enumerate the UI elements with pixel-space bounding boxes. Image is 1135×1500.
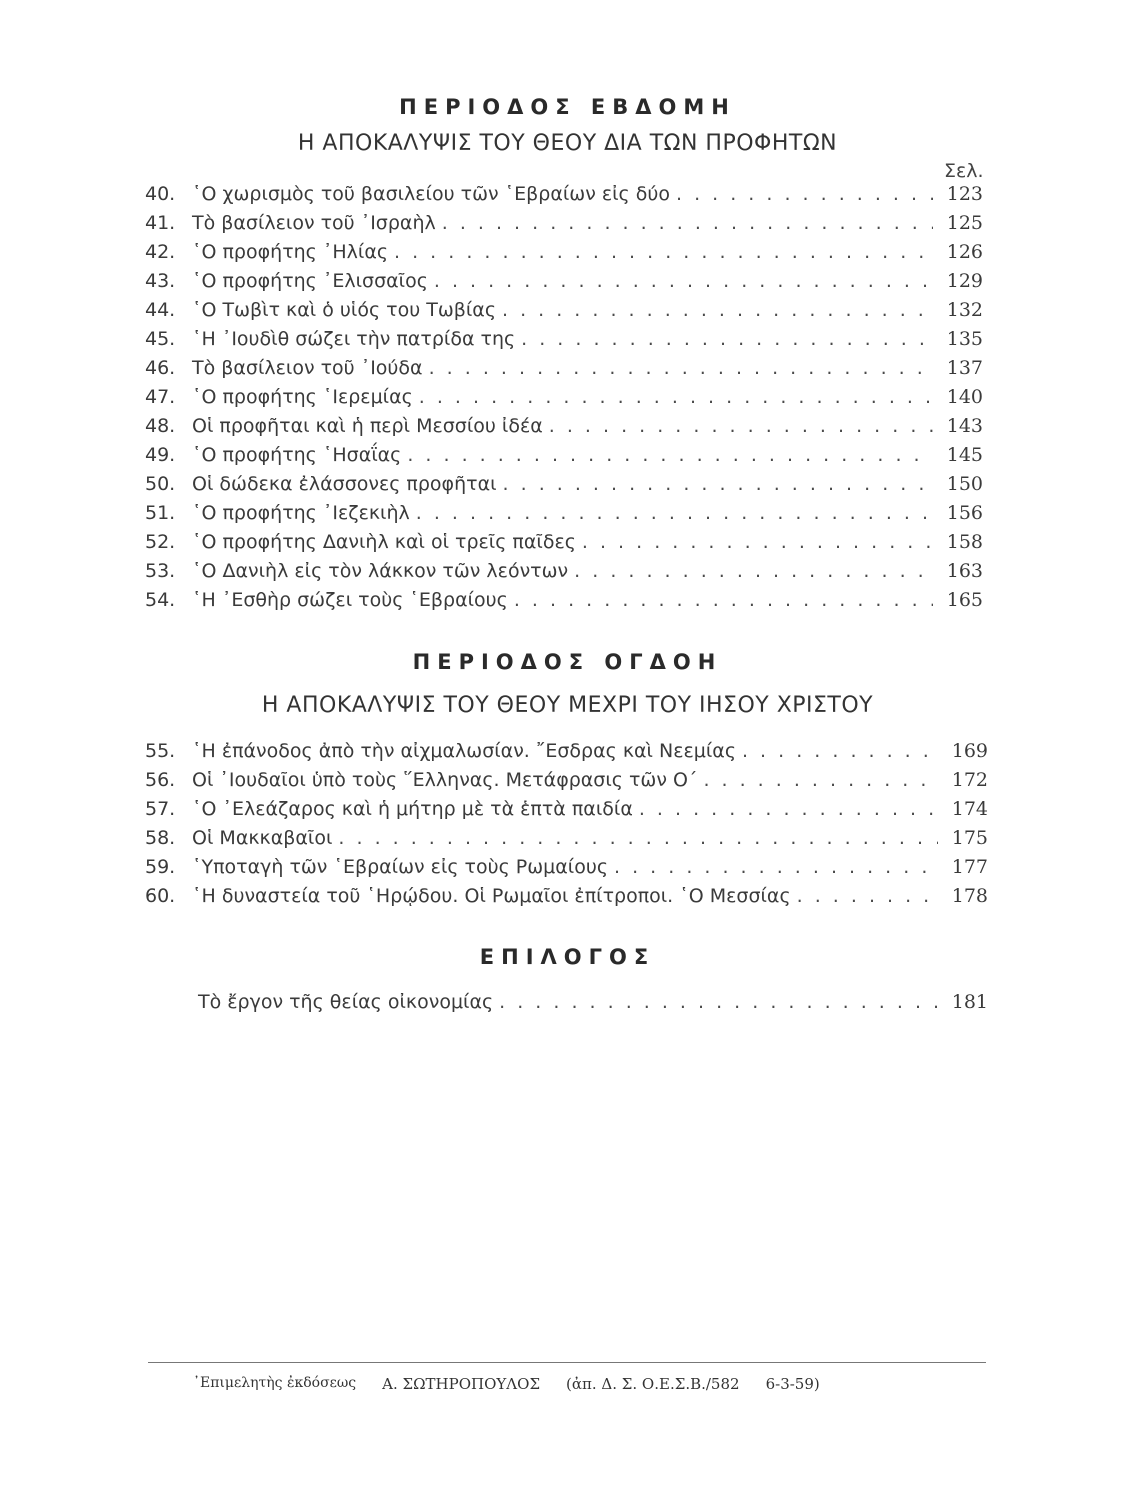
section8-subheading: Η ΑΠΟΚΑΛΥΨΙΣ ΤΟΥ ΘΕΟΥ ΜΕΧΡΙ ΤΟΥ ΙΗΣΟΥ ΧΡΙΣΤΟΥ (261, 693, 874, 718)
epilogue-heading: ΕΠΙΛΟΓΟΣ (479, 945, 656, 969)
toc-entry: 57. ῾Ο ᾿Ελεάζαρος καὶ ἡ μήτηρ μὲ τὰ ἑπτὰ παιδία . . . 174 (145, 795, 988, 824)
toc-entry: 43. ῾Ο προφήτης ᾿Ελισσαῖος . . . 129 (145, 267, 983, 296)
editor-name: Α. ΣΩΤΗΡΟΠΟΥΛΟΣ (382, 1375, 541, 1393)
section7-entries (145, 180, 983, 615)
toc-entry: Τὸ ἔργον τῆς θείας οἰκονομίας . . . 181 (198, 988, 988, 1017)
section8-heading: ΠΕΡΙΟΔΟΣ ΟΓΔΟΗ (412, 650, 723, 674)
editor-label: ᾿Επιμελητὴς ἐκδόσεως (193, 1375, 357, 1391)
toc-entry: 59. ῾Υποταγὴ τῶν ῾Εβραίων εἰς τοὺς Ρωμαίους . . . 177 (145, 853, 988, 882)
toc-entry: 55. ῾Η ἐπάνοδος ἀπὸ τὴν αἰχμαλωσίαν. ῎Εσδρας καὶ Νεεμίας . . . 169 (145, 737, 988, 766)
toc-entry: 49. ῾Ο προφήτης ῾Ησαΐας . . . 145 (145, 441, 983, 470)
section7-heading: ΠΕΡΙΟΔΟΣ ΕΒΔΟΜΗ (399, 95, 736, 119)
toc-entry: 50. Οἱ δώδεκα ἐλάσσονες προφῆται . . . 150 (145, 470, 983, 499)
page-column-label: Σελ. (944, 160, 984, 182)
toc-entry: 46. Τὸ βασίλειον τοῦ ᾿Ιούδα . . . 137 (145, 354, 983, 383)
section7-subheading: Η ΑΠΟΚΑΛΥΨΙΣ ΤΟΥ ΘΕΟΥ ΔΙΑ ΤΩΝ ΠΡΟΦΗΤΩΝ (297, 131, 838, 156)
toc-entry: 42. ῾Ο προφήτης ᾿Ηλίας . . . 126 (145, 238, 983, 267)
toc-entry: 54. ῾Η ᾿Εσθὴρ σώζει τοὺς ῾Εβραίους . . . 165 (145, 586, 983, 615)
section8-entries (145, 737, 988, 911)
toc-entry: 58. Οἱ Μακκαβαῖοι . . . 175 (145, 824, 988, 853)
toc-entry: 47. ῾Ο προφήτης ῾Ιερεμίας . . . 140 (145, 383, 983, 412)
toc-entry: 48. Οἱ προφῆται καὶ ἡ περὶ Μεσσίου ἰδέα . . . 143 (145, 412, 983, 441)
toc-entry: 52. ῾Ο προφήτης Δανιὴλ καὶ οἱ τρεῖς παῖδες . . . 158 (145, 528, 983, 557)
approval-ref: (ἀπ. Δ. Σ. Ο.Ε.Σ.Β./582 (566, 1375, 740, 1393)
toc-entry: 60. ῾Η δυναστεία τοῦ ῾Ηρῴδου. Οἱ Ρωμαῖοι ἐπίτροποι. ῾Ο Μεσσίας . . . 178 (145, 882, 988, 911)
toc-entry: 40. ῾Ο χωρισμὸς τοῦ βασιλείου τῶν ῾Εβραίων εἰς δύο . . . 123 (145, 180, 983, 209)
toc-entry: 51. ῾Ο προφήτης ᾿Ιεζεκιὴλ . . . 156 (145, 499, 983, 528)
epilogue-entries (198, 988, 988, 1017)
footer-divider (148, 1362, 986, 1363)
approval-date: 6-3-59) (765, 1375, 820, 1393)
toc-entry: 53. ῾Ο Δανιὴλ εἰς τὸν λάκκον τῶν λεόντων . . . 163 (145, 557, 983, 586)
toc-entry: 45. ῾Η ᾿Ιουδὶθ σώζει τὴν πατρίδα της . . . 135 (145, 325, 983, 354)
toc-entry: 41. Τὸ βασίλειον τοῦ ᾿Ισραὴλ . . . 125 (145, 209, 983, 238)
toc-entry: 44. ῾Ο Τωβὶτ καὶ ὁ υἱός του Τωβίας . . . 132 (145, 296, 983, 325)
imprint-footer (193, 1375, 973, 1393)
toc-entry: 56. Οἱ ᾿Ιουδαῖοι ὑπὸ τοὺς ῞Ελληνας. Μετάφρασις τῶν Ο΄ . . . 172 (145, 766, 988, 795)
